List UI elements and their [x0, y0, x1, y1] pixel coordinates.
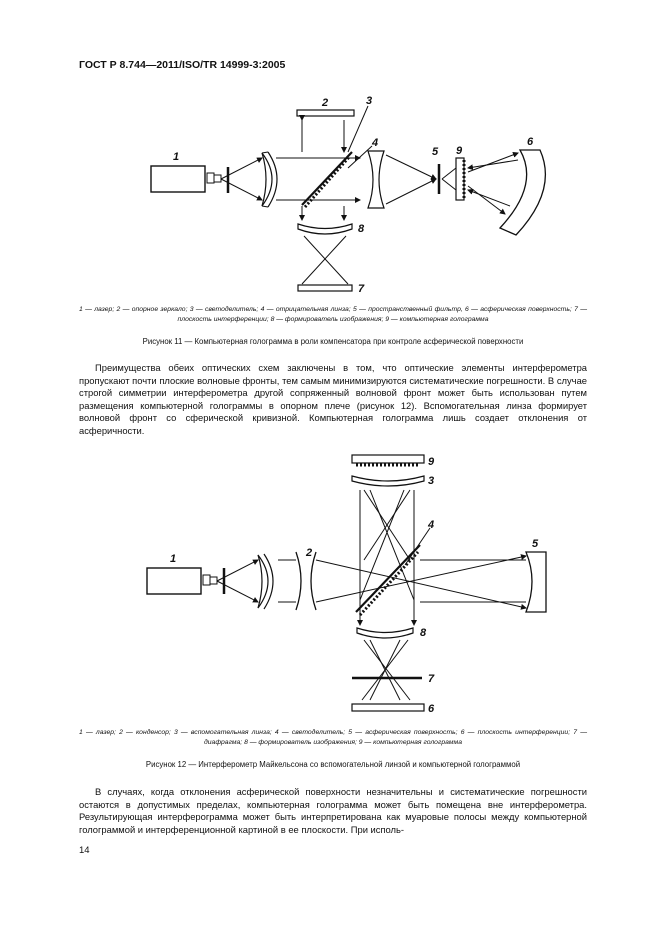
collimator-lens: [258, 555, 268, 608]
laser-nozzle: [207, 173, 214, 183]
paragraph-advantages: Преимущества обеих оптических схем заключены в том, что оптические элементы интерферометра пропускают почти плоские волновые фронты, тем самым минимизируются систематические погрешности. В случае строгой симметрии интерферометра другой сопряженный волновой фронт может быть использован путем размещения компьютерной голограммы в опорном плече (рисунок 12). Вспомогательная линза формирует волновой фронт со сферической кривизной. Компьютерная голограмма лишь создает отклонения от асферичности.: [79, 362, 587, 436]
figure-11-diagram: [0, 88, 661, 300]
aspheric-surface: [500, 150, 545, 235]
fig11-label-1: 1: [173, 151, 180, 163]
aspheric-surface: [526, 552, 546, 612]
interference-plane: [352, 704, 424, 711]
figure-11-caption: Рисунок 11 — Компьютерная голограмма в роли компенсатора при контроле асферической поверхности: [142, 337, 524, 346]
laser-nozzle: [203, 575, 210, 585]
negative-lens: [368, 151, 384, 208]
fig12-label-2: 2: [306, 547, 313, 559]
fig12-label-1: 1: [170, 553, 177, 565]
fig11-label-3: 3: [366, 95, 373, 107]
condenser-lens-left: [296, 552, 301, 610]
imaging-lens: [357, 628, 413, 638]
collimator-lens: [262, 153, 272, 206]
standard-header: ГОСТ Р 8.744—2011/ISO/TR 14999-3:2005: [79, 59, 286, 71]
beam-splitter: [356, 545, 420, 612]
condenser-lens-right: [311, 552, 316, 610]
figure-12-caption: Рисунок 12 — Интерферометр Майкельсона со вспомогательной линзой и компьютерной голограммой: [145, 760, 521, 769]
fig12-label-7: 7: [428, 673, 435, 685]
fig12-label-8: 8: [420, 627, 427, 639]
figure-12-legend: 1 — лазер; 2 — конденсор; 3 — вспомогательная линза; 4 — светоделитель; 5 — асферическая поверхность; 6 — плоскость интерференции; 7 — диафрагма; 8 — формирователь изображения; 9 — компьютерная голограмма: [79, 729, 587, 746]
fig11-label-6: 6: [527, 136, 534, 148]
laser-nozzle-tip: [210, 577, 217, 584]
reference-mirror: [297, 110, 354, 116]
fig11-label-2: 2: [322, 97, 329, 109]
laser-box: [147, 568, 201, 594]
figure-12-diagram: [0, 450, 661, 725]
fig12-label-5: 5: [532, 538, 539, 550]
imaging-lens: [298, 224, 352, 234]
hologram: [352, 455, 424, 463]
fig11-label-8: 8: [358, 223, 365, 235]
fig11-label-9: 9: [456, 145, 463, 157]
fig11-label-5: 5: [432, 146, 439, 158]
fig12-label-3: 3: [428, 475, 435, 487]
paragraph-hologram-outside: В случаях, когда отклонения асферической поверхности незначительны и систематические погрешности остаются в допустимых пределах, компьютерная голограмма может быть помещена вне интерферометра. Результирующая интерферограмма может быть интерпретирована как муаровые полосы между компьютерной голограммой и интерференционной картиной в ее плоскости. При исполь-: [79, 786, 587, 835]
fig12-label-6: 6: [428, 703, 435, 715]
laser-nozzle-tip: [214, 175, 221, 182]
figure-11-legend: 1 — лазер; 2 — опорное зеркало; 3 — светоделитель; 4 — отрицательная линза; 5 — пространственный фильтр, 6 — асферическая поверхность; 7 — плоскость интерференции; 8 — формирователь изображения; 9 — компьютерная голограмма: [79, 306, 587, 323]
fig12-label-9: 9: [428, 456, 435, 468]
interference-plane: [298, 285, 352, 291]
auxiliary-lens: [352, 476, 424, 486]
page-number: 14: [79, 845, 90, 856]
laser-box: [151, 166, 205, 192]
beam-splitter: [302, 152, 352, 205]
fig11-label-4: 4: [372, 137, 379, 149]
fig12-label-4: 4: [428, 519, 435, 531]
fig11-label-7: 7: [358, 283, 365, 295]
